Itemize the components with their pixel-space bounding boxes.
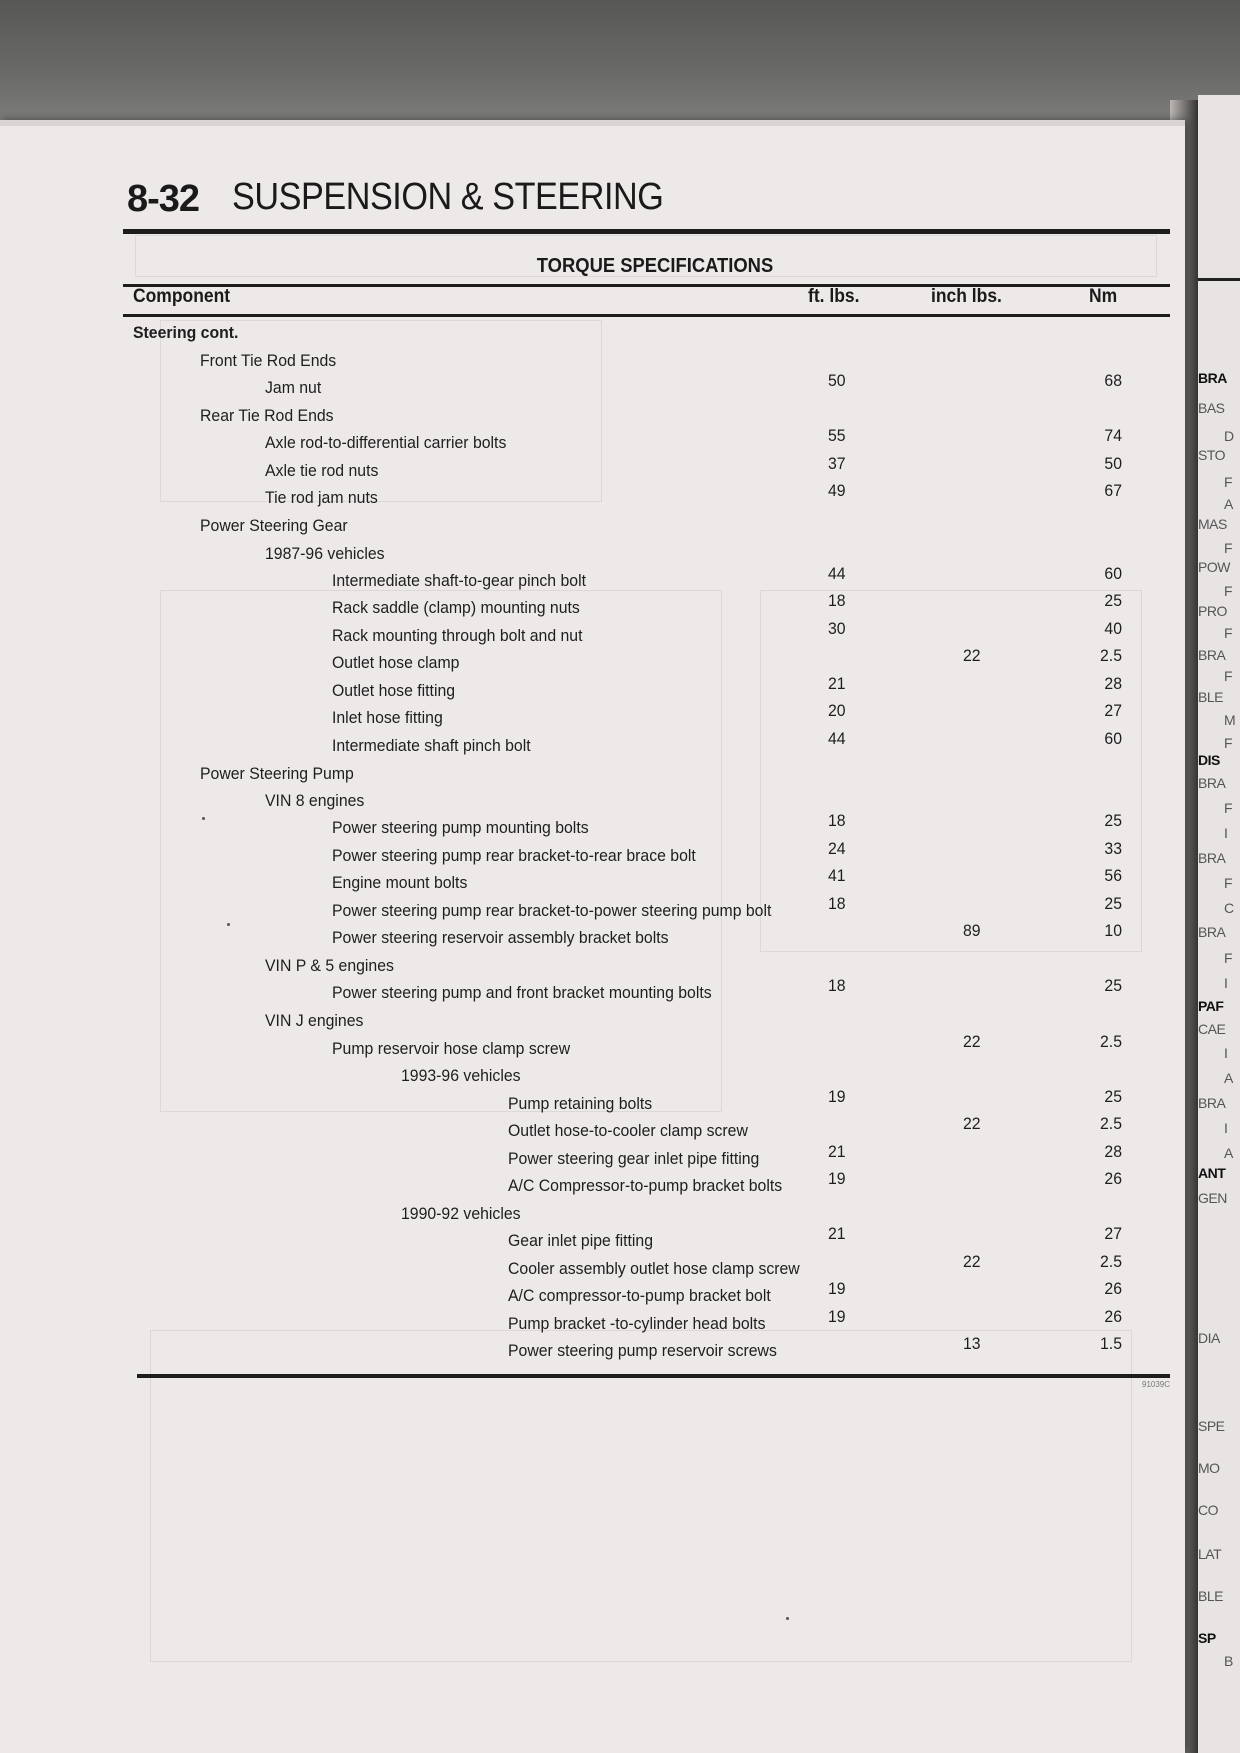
table-row [0, 454, 1170, 485]
component-label: Axle rod-to-differential carrier bolts [265, 433, 507, 452]
component-label: Power steering reservoir assembly bracket bolts [332, 928, 669, 947]
table-row [0, 371, 1170, 402]
table-row [0, 619, 1170, 650]
component-label: Cooler assembly outlet hose clamp screw [508, 1259, 800, 1278]
nm-value: 68 [1104, 371, 1122, 390]
column-header-ft-lbs: ft. lbs. [808, 286, 860, 307]
component-label: Intermediate shaft-to-gear pinch bolt [332, 571, 586, 590]
facing-page-index-item: MO [1198, 1460, 1220, 1476]
facing-page-index-item: I [1224, 1045, 1228, 1061]
facing-page-index-item: CO [1198, 1502, 1218, 1518]
component-label: Rear Tie Rod Ends [200, 406, 334, 425]
table-row [0, 976, 1170, 1007]
component-label: VIN 8 engines [265, 791, 365, 810]
table-top-rule [123, 284, 1170, 287]
table-row [0, 674, 1170, 705]
table-row [0, 1279, 1170, 1310]
component-label: Power steering pump rear bracket-to-power steering pump bolt [332, 901, 772, 920]
component-label: Pump retaining bolts [508, 1094, 653, 1113]
component-label: VIN J engines [265, 1011, 364, 1030]
nm-value: 28 [1104, 674, 1122, 693]
facing-page-index-item: B [1224, 1653, 1233, 1669]
nm-value: 33 [1104, 839, 1122, 858]
facing-page-index-item: I [1224, 975, 1228, 991]
facing-page-index-item: STO [1198, 447, 1226, 463]
table-row [0, 701, 1170, 732]
bleed-through-figure [150, 1330, 1132, 1662]
facing-page-index-item: F [1224, 735, 1233, 751]
table-row [0, 426, 1170, 457]
nm-value: 26 [1104, 1169, 1122, 1188]
nm-value: 60 [1104, 564, 1122, 583]
facing-page-index-item: MAS [1198, 516, 1227, 532]
table-row [0, 1334, 1170, 1365]
table-row [0, 1066, 1170, 1090]
column-header-inch-lbs: inch lbs. [931, 286, 1002, 307]
facing-page-index-item: F [1224, 474, 1233, 490]
facing-page-index-item: I [1224, 1120, 1228, 1136]
table-row [0, 1114, 1170, 1145]
facing-page-index-item: M [1224, 712, 1236, 728]
facing-page-index-item: BRA [1198, 850, 1226, 866]
nm-value: 2.5 [1100, 1032, 1122, 1051]
nm-value: 27 [1104, 701, 1122, 720]
facing-page-index-item: SPE [1198, 1418, 1225, 1434]
facing-page-index-item: BAS [1198, 400, 1225, 416]
scan-speck [786, 1617, 789, 1620]
nm-value: 25 [1104, 894, 1122, 913]
facing-page-index-item: I [1224, 825, 1228, 841]
facing-page-rule [1198, 278, 1240, 281]
nm-value: 25 [1104, 976, 1122, 995]
ft-lbs-value: 55 [828, 426, 846, 445]
component-label: Gear inlet pipe fitting [508, 1231, 654, 1250]
table-row [0, 1224, 1170, 1255]
facing-page-index-item: PRO [1198, 603, 1227, 619]
page-top-edge [0, 120, 1185, 126]
figure-code: 91039C [1142, 1380, 1171, 1389]
component-label: Outlet hose-to-cooler clamp screw [508, 1121, 748, 1140]
facing-page-index-item: BRA [1198, 370, 1227, 386]
component-label: Engine mount bolts [332, 873, 468, 892]
component-label: Power Steering Pump [200, 764, 354, 783]
facing-page-index-item: DIA [1198, 1330, 1220, 1346]
facing-page-index-item: ANT [1198, 1165, 1226, 1181]
component-label: Power steering gear inlet pipe fitting [508, 1149, 760, 1168]
inch-lbs-value: 13 [963, 1334, 981, 1353]
table-row [0, 729, 1170, 760]
table-row [0, 1252, 1170, 1283]
header-rule [123, 229, 1170, 234]
ft-lbs-value: 19 [828, 1169, 846, 1188]
facing-page-index-item: GEN [1198, 1190, 1227, 1206]
ft-lbs-value: 18 [828, 811, 846, 830]
component-label: Outlet hose clamp [332, 653, 460, 672]
component-label: Front Tie Rod Ends [200, 351, 337, 370]
nm-value: 2.5 [1100, 646, 1122, 665]
table-row [0, 1307, 1170, 1338]
component-label: A/C Compressor-to-pump bracket bolts [508, 1176, 783, 1195]
facing-page-index-item: PAF [1198, 998, 1224, 1014]
facing-page-index-item: BLE [1198, 689, 1223, 705]
ft-lbs-value: 21 [828, 1142, 846, 1161]
header-bottom-rule [123, 314, 1170, 317]
ft-lbs-value: 21 [828, 674, 846, 693]
component-label: Axle tie rod nuts [265, 461, 379, 480]
ft-lbs-value: 18 [828, 591, 846, 610]
component-label: Power steering pump reservoir screws [508, 1341, 777, 1360]
component-label: Pump bracket -to-cylinder head bolts [508, 1314, 766, 1333]
nm-value: 40 [1104, 619, 1122, 638]
nm-value: 1.5 [1100, 1334, 1122, 1353]
ft-lbs-value: 18 [828, 894, 846, 913]
ft-lbs-value: 20 [828, 701, 846, 720]
component-label: 1987-96 vehicles [265, 544, 385, 563]
table-row [0, 921, 1170, 952]
nm-value: 27 [1104, 1224, 1122, 1243]
nm-value: 28 [1104, 1142, 1122, 1161]
component-label: Power steering pump and front bracket mounting bolts [332, 983, 712, 1002]
table-row [0, 839, 1170, 870]
ft-lbs-value: 19 [828, 1307, 846, 1326]
ft-lbs-value: 37 [828, 454, 846, 473]
nm-value: 10 [1104, 921, 1122, 940]
table-row [0, 1204, 1170, 1228]
facing-page-index-item: F [1224, 540, 1233, 556]
ft-lbs-value: 44 [828, 564, 846, 583]
nm-value: 50 [1104, 454, 1122, 473]
ft-lbs-value: 49 [828, 481, 846, 500]
facing-page [1198, 95, 1240, 1753]
column-header-nm: Nm [1089, 286, 1118, 307]
component-label: Power Steering Gear [200, 516, 348, 535]
component-label: Pump reservoir hose clamp screw [332, 1039, 571, 1058]
facing-page-index-item: BRA [1198, 775, 1226, 791]
table-row [0, 1142, 1170, 1173]
facing-page-index-item: C [1224, 900, 1234, 916]
section-title: SUSPENSION & STEERING [232, 176, 664, 218]
inch-lbs-value: 22 [963, 1114, 981, 1133]
facing-page-index-item: A [1224, 496, 1233, 512]
table-bottom-rule [137, 1374, 1170, 1378]
facing-page-index-item: BRA [1198, 647, 1226, 663]
component-label: Rack mounting through bolt and nut [332, 626, 583, 645]
scan-speck [227, 923, 230, 926]
facing-page-index-item: LAT [1198, 1546, 1222, 1562]
ft-lbs-value: 19 [828, 1087, 846, 1106]
inch-lbs-value: 22 [963, 646, 981, 665]
table-row [0, 591, 1170, 622]
ft-lbs-value: 19 [828, 1279, 846, 1298]
facing-page-index-item: A [1224, 1145, 1233, 1161]
inch-lbs-value: 22 [963, 1252, 981, 1271]
table-row [0, 894, 1170, 925]
component-label: A/C compressor-to-pump bracket bolt [508, 1286, 771, 1305]
column-header-component: Component [133, 286, 231, 307]
scan-background [0, 0, 1240, 125]
table-row [0, 351, 1170, 375]
facing-page-index-item: BRA [1198, 1095, 1226, 1111]
component-label: Rack saddle (clamp) mounting nuts [332, 598, 580, 617]
component-label: Inlet hose fitting [332, 708, 443, 727]
nm-value: 60 [1104, 729, 1122, 748]
nm-value: 56 [1104, 866, 1122, 885]
facing-page-index-item: F [1224, 950, 1233, 966]
component-label: Intermediate shaft pinch bolt [332, 736, 531, 755]
nm-value: 25 [1104, 811, 1122, 830]
component-label: Power steering pump rear bracket-to-rear brace bolt [332, 846, 696, 865]
facing-page-index-item: CAE [1198, 1021, 1226, 1037]
component-label: Outlet hose fitting [332, 681, 456, 700]
inch-lbs-value: 22 [963, 1032, 981, 1051]
facing-page-index-item: A [1224, 1070, 1233, 1086]
table-row [0, 1032, 1170, 1063]
table-title: TORQUE SPECIFICATIONS [536, 255, 774, 277]
table-row [0, 516, 1170, 540]
nm-value: 74 [1104, 426, 1122, 445]
facing-page-index-item: BRA [1198, 924, 1226, 940]
component-label: Jam nut [265, 378, 322, 397]
nm-value: 26 [1104, 1279, 1122, 1298]
table-row [0, 481, 1170, 512]
facing-page-index-item: BLE [1198, 1588, 1223, 1604]
facing-page-index-item: SP [1198, 1630, 1216, 1646]
table-row [0, 544, 1170, 568]
component-label: VIN P & 5 engines [265, 956, 394, 975]
facing-page-index-item: F [1224, 668, 1233, 684]
ft-lbs-value: 18 [828, 976, 846, 995]
facing-page-index-item: POW [1198, 559, 1230, 575]
component-label: Power steering pump mounting bolts [332, 818, 589, 837]
table-row [0, 956, 1170, 980]
nm-value: 25 [1104, 1087, 1122, 1106]
facing-page-index-item: F [1224, 625, 1233, 641]
component-label: 1990-92 vehicles [401, 1204, 521, 1223]
nm-value: 67 [1104, 481, 1122, 500]
ft-lbs-value: 50 [828, 371, 846, 390]
table-row [0, 1087, 1170, 1118]
ft-lbs-value: 30 [828, 619, 846, 638]
table-row [0, 406, 1170, 430]
table-row [0, 811, 1170, 842]
ft-lbs-value: 24 [828, 839, 846, 858]
table-row [0, 646, 1170, 677]
component-label: 1993-96 vehicles [401, 1066, 521, 1085]
table-row [0, 323, 1170, 347]
page-number: 8-32 [127, 178, 200, 220]
table-row [0, 1169, 1170, 1200]
facing-page-index-item: F [1224, 583, 1233, 599]
nm-value: 2.5 [1100, 1114, 1122, 1133]
ft-lbs-value: 41 [828, 866, 846, 885]
component-label: Tie rod jam nuts [265, 488, 378, 507]
table-row [0, 564, 1170, 595]
ft-lbs-value: 44 [828, 729, 846, 748]
facing-page-index-item: F [1224, 800, 1233, 816]
scan-speck [202, 817, 205, 820]
ft-lbs-value: 21 [828, 1224, 846, 1243]
table-row [0, 1011, 1170, 1035]
nm-value: 26 [1104, 1307, 1122, 1326]
inch-lbs-value: 89 [963, 921, 981, 940]
table-row [0, 764, 1170, 788]
table-row [0, 791, 1170, 815]
facing-page-index-item: F [1224, 875, 1233, 891]
nm-value: 2.5 [1100, 1252, 1122, 1271]
facing-page-index-item: DIS [1198, 752, 1220, 768]
table-row [0, 866, 1170, 897]
component-label: Steering cont. [133, 323, 239, 342]
nm-value: 25 [1104, 591, 1122, 610]
facing-page-index-item: D [1224, 428, 1234, 444]
